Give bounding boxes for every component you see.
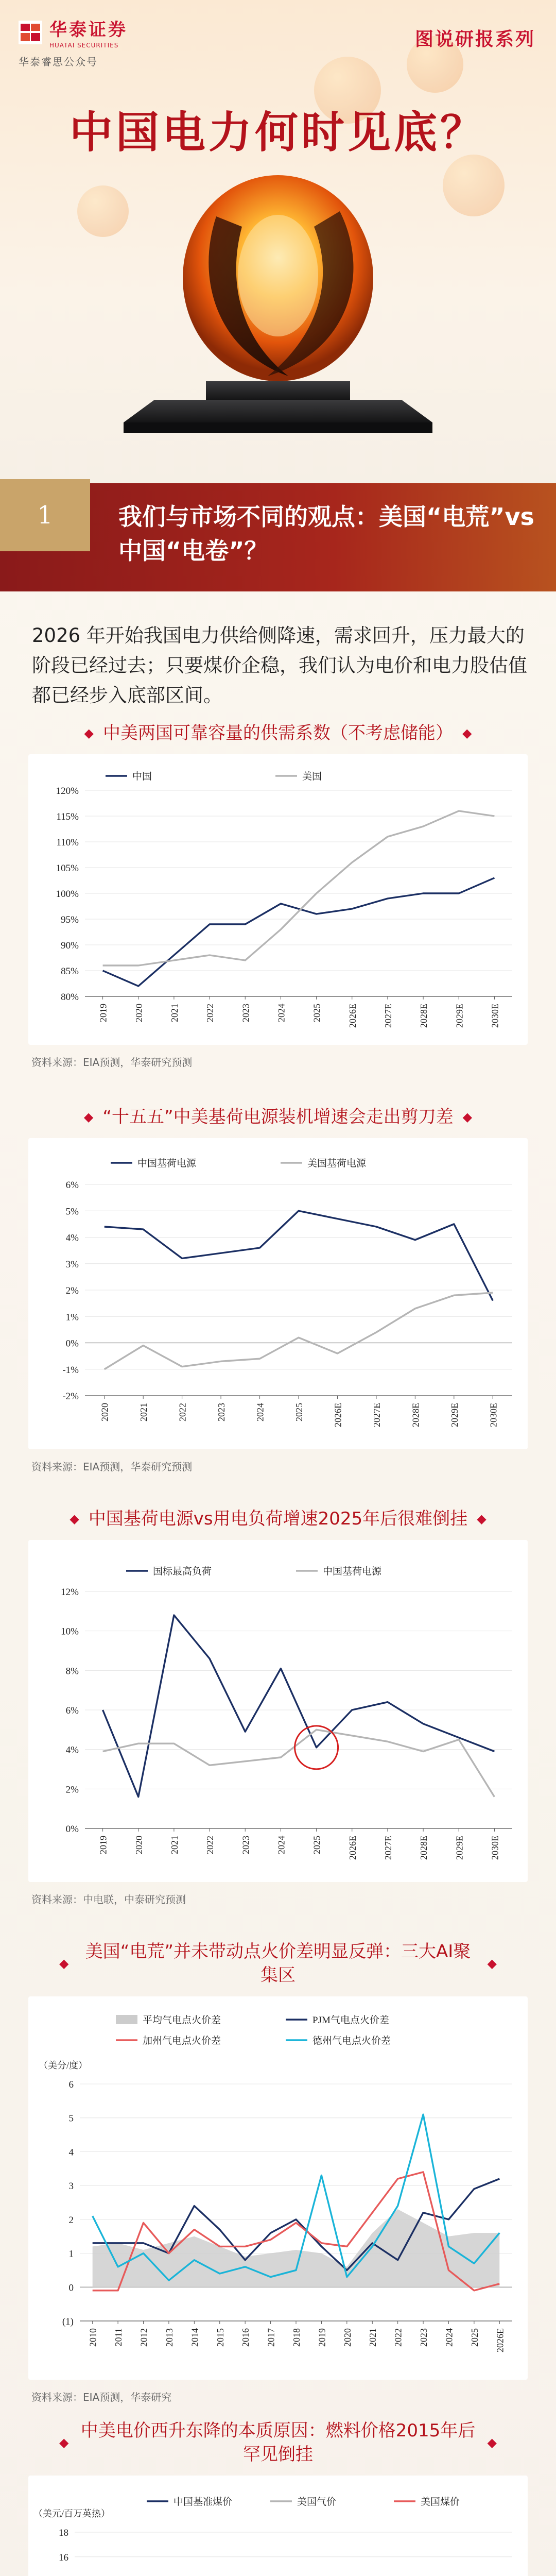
chart-block-2: ◆ “十五五”中美基荷电源装机增速会走出剪刀差 ◆ -2% -1% 0% 1% 2% 3% 4% 5% 6% 2020 2021 2022 2023 2024 2025 2026E 2027E 2028E 2029E 2030E 中国基荷电源 美国基荷电源 资料来源：EIA预测，华泰研究预测 <box>28 1105 528 1473</box>
x-tick-label: 2020 <box>133 1836 144 1854</box>
series-line <box>103 1730 495 1797</box>
x-tick-label: 2023 <box>240 1836 251 1854</box>
y-tick-label: 2% <box>65 1784 79 1795</box>
x-tick-label: 2016 <box>240 2328 251 2347</box>
x-tick-label: 2025 <box>311 1004 322 1022</box>
legend-label: 美国 <box>302 771 322 782</box>
brand-logo <box>19 15 128 49</box>
y-axis-label: （美元/百万英热） <box>33 2509 111 2519</box>
x-tick-label: 2028E <box>419 1004 429 1028</box>
series-line <box>103 878 495 986</box>
x-tick-label: 2022 <box>205 1004 216 1022</box>
x-tick-label: 2021 <box>368 2328 378 2347</box>
x-tick-label: 2024 <box>444 2328 455 2347</box>
chart-block-5: ◆ 中美电价西升东降的本质原因：燃料价格2015年后罕见倒挂 ◆ 16 18 （美元/百万英热） 中国基准煤价 美国气价 美国煤价 <box>28 2419 528 2576</box>
y-tick-label: 5 <box>68 2113 74 2124</box>
y-tick-label: 0 <box>68 2282 74 2294</box>
legend-label: 美国基荷电源 <box>307 1158 367 1169</box>
section-number-box <box>0 479 90 551</box>
x-tick-label: 2023 <box>419 2328 429 2347</box>
series-line <box>103 1615 495 1797</box>
intro-paragraph: 2026 年开始我国电力供给侧降速，需求回升，压力最大的阶段已经过去；只要煤价企稳，我们认为电价和电力股估值都已经步入底部区间。 <box>32 624 527 706</box>
y-tick-label: 12% <box>61 1587 79 1598</box>
y-tick-label: (1) <box>62 2316 74 2327</box>
x-tick-label: 2026E <box>347 1004 358 1028</box>
x-tick-label: 2021 <box>169 1004 180 1022</box>
section-number: 1 <box>37 501 53 530</box>
chart-svg <box>28 754 528 1043</box>
x-tick-label: 2020 <box>342 2328 353 2347</box>
hero-sculpture-illustration <box>0 155 556 464</box>
legend-label: 中国基荷电源 <box>137 1158 197 1169</box>
x-tick-label: 2025 <box>311 1836 322 1854</box>
series-area <box>93 2209 500 2287</box>
x-tick-label: 2021 <box>138 1403 149 1421</box>
huatai-logo-icon <box>19 21 42 44</box>
series-line <box>105 1211 493 1300</box>
chart-source: 资料来源：EIA预测，华泰研究预测 <box>31 1461 193 1473</box>
y-tick-label: 115% <box>56 811 79 822</box>
chart-source: 资料来源：EIA预测，华泰研究 <box>31 2391 172 2403</box>
y-tick-label: 105% <box>56 863 79 874</box>
x-tick-label: 2024 <box>276 1836 287 1854</box>
x-tick-label: 2024 <box>276 1004 287 1022</box>
y-tick-label: 120% <box>56 786 79 796</box>
y-tick-label: 2% <box>65 1285 79 1296</box>
y-tick-label: 4 <box>68 2147 74 2158</box>
chart-box <box>28 1996 528 2380</box>
x-tick-label: 2025 <box>294 1403 304 1421</box>
x-tick-label: 2011 <box>113 2328 124 2347</box>
y-tick-label: 1 <box>68 2248 74 2260</box>
x-tick-label: 2022 <box>205 1836 216 1854</box>
x-tick-label: 2029E <box>454 1004 465 1028</box>
x-tick-label: 2010 <box>88 2328 98 2347</box>
y-tick-label: -2% <box>62 1391 79 1402</box>
y-tick-label: 110% <box>56 837 79 848</box>
x-tick-label: 2026E <box>495 2328 506 2352</box>
chart-svg <box>28 1996 528 2378</box>
y-tick-label: 1% <box>65 1312 79 1323</box>
chart-source: 资料来源：中电联，中泰研究预测 <box>31 1893 186 1906</box>
series-label: 图说研报系列 <box>414 29 535 50</box>
chart-source: 资料来源：EIA预测，华泰研究预测 <box>31 1056 193 1069</box>
y-tick-label: 6% <box>65 1180 79 1191</box>
x-tick-label: 2029E <box>449 1403 460 1427</box>
legend-swatch <box>116 2015 137 2024</box>
series-line <box>103 811 495 965</box>
y-tick-label: 2 <box>68 2214 74 2226</box>
y-tick-label: 100% <box>56 889 79 900</box>
chart-title: 美国“电荒”并未带动点火价差明显反弹：三大AI聚集区 <box>85 1941 471 1986</box>
account-name: 华泰睿思公众号 <box>19 56 98 68</box>
y-tick-label: 4% <box>65 1744 79 1756</box>
chart-block-3: ◆ 中国基荷电源vs用电负荷增速2025年后很难倒挂 ◆ 0% 2% 4% 6% 8% 10% 12% 2019 2020 2021 2022 2023 2024 2025 2026E 2027E 2028E 2029E 2030E 国标最高负荷 中国基荷电源 资料来源：中电联，中泰研究预测 <box>28 1507 528 1906</box>
section-heading <box>0 479 556 598</box>
y-tick-label: -1% <box>62 1364 79 1376</box>
chart-box <box>28 2476 528 2576</box>
y-tick-label: 80% <box>61 992 79 1003</box>
y-tick-label: 3 <box>68 2181 74 2192</box>
y-tick-label: 0% <box>65 1824 79 1835</box>
x-tick-label: 2023 <box>216 1403 227 1421</box>
x-tick-label: 2026E <box>333 1403 343 1427</box>
x-tick-label: 2024 <box>255 1403 266 1421</box>
chart-block-1: ◆ 中美两国可靠容量的供需系数（不考虑储能） ◆ 80% 85% 90% 95% 100% 105% 110% 115% 120% 2019 2020 2021 2022 2023 2024 2025 2026E 2027E 2028E 2029E 2030E 中国 美国 资料来源：EIA预测，华泰研究预测 <box>28 721 528 1069</box>
legend-label: 国标最高负荷 <box>153 1566 212 1577</box>
x-tick-label: 2019 <box>317 2328 327 2347</box>
chart-box <box>28 1138 528 1449</box>
y-tick-label: 90% <box>61 940 79 951</box>
y-tick-label: 10% <box>61 1626 79 1637</box>
x-tick-label: 2017 <box>266 2328 276 2347</box>
y-tick-label: 85% <box>61 966 79 977</box>
x-tick-label: 2026E <box>347 1836 358 1860</box>
brand-name-en: HUATAI SECURITIES <box>49 42 119 49</box>
series-line <box>105 1293 493 1369</box>
chart-title: 中美两国可靠容量的供需系数（不考虑储能） <box>103 723 453 743</box>
y-tick-label: 6% <box>65 1705 79 1716</box>
x-tick-label: 2021 <box>169 1836 180 1854</box>
x-tick-label: 2023 <box>240 1004 251 1022</box>
x-tick-label: 2018 <box>291 2328 302 2347</box>
legend-label: 中国基准煤价 <box>173 2497 233 2507</box>
x-tick-label: 2014 <box>189 2328 200 2347</box>
y-tick-label: 8% <box>65 1666 79 1677</box>
x-tick-label: 2025 <box>469 2328 480 2347</box>
legend-label: 中国基荷电源 <box>323 1566 382 1577</box>
x-tick-label: 2027E <box>383 1836 393 1860</box>
legend-label: 美国煤价 <box>421 2497 460 2507</box>
chart-box <box>28 754 528 1045</box>
section-title: 我们与市场不同的观点：美国“电荒”vs中国“电卷”？ <box>118 503 534 565</box>
x-tick-label: 2019 <box>98 1836 109 1854</box>
legend-label: 加州气电点火价差 <box>143 2036 221 2046</box>
legend-label: 美国气价 <box>297 2497 337 2507</box>
y-tick-label: 6 <box>68 2079 74 2090</box>
chart-title: 中美电价西升东降的本质原因：燃料价格2015年后罕见倒挂 <box>80 2420 476 2465</box>
x-tick-label: 2027E <box>383 1004 393 1028</box>
chart-box <box>28 1540 528 1882</box>
x-tick-label: 2020 <box>133 1004 144 1022</box>
x-tick-label: 2022 <box>177 1403 188 1421</box>
x-tick-label: 2013 <box>164 2328 175 2347</box>
y-tick-label: 16 <box>59 2552 68 2563</box>
x-tick-label: 2027E <box>371 1403 382 1427</box>
x-tick-label: 2030E <box>488 1403 499 1427</box>
y-tick-label: 95% <box>61 914 79 925</box>
y-tick-label: 5% <box>65 1206 79 1217</box>
y-tick-label: 18 <box>59 2528 68 2538</box>
x-tick-label: 2019 <box>98 1004 109 1022</box>
x-tick-label: 2028E <box>410 1403 421 1427</box>
brand-name-cn: 华泰证券 <box>49 20 128 40</box>
header-banner <box>0 0 556 536</box>
x-tick-label: 2028E <box>419 1836 429 1860</box>
legend-label: 平均气电点火价差 <box>143 2015 221 2026</box>
y-tick-label: 3% <box>65 1259 79 1270</box>
x-tick-label: 2030E <box>490 1836 500 1860</box>
chart-svg <box>28 2476 528 2576</box>
x-tick-label: 2012 <box>138 2328 149 2347</box>
y-tick-label: 4% <box>65 1232 79 1244</box>
x-tick-label: 2022 <box>393 2328 404 2347</box>
chart-svg <box>28 1540 528 1880</box>
chart-title: “十五五”中美基荷电源装机增速会走出剪刀差 <box>102 1107 454 1127</box>
page-title: 中国电力何时见底？ <box>69 107 486 158</box>
legend-label: 中国 <box>132 771 152 782</box>
chart-title: 中国基荷电源vs用电负荷增速2025年后很难倒挂 <box>88 1509 468 1529</box>
x-tick-label: 2030E <box>490 1004 500 1028</box>
y-axis-label: （美分/度） <box>39 2060 88 2071</box>
chart-block-4: ◆ 美国“电荒”并未带动点火价差明显反弹：三大AI聚集区 ◆ (1) 0 1 2 3 4 5 6 （美分/度） 2010 2011 2012 2013 2014 2015 2016 2017 2018 2019 2020 2021 2022 2023 2024 2025 2026E 平均气电点火价差 PJM气电点火价差 加州气电点火价差 德州气电点火价差 资料来源：EIA预测，华泰研究 <box>28 1940 528 2404</box>
chart-svg <box>28 1138 528 1447</box>
y-tick-label: 0% <box>65 1338 79 1349</box>
x-tick-label: 2020 <box>99 1403 110 1421</box>
legend-label: PJM气电点火价差 <box>312 2015 389 2026</box>
x-tick-label: 2029E <box>454 1836 465 1860</box>
legend-label: 德州气电点火价差 <box>312 2036 391 2046</box>
x-tick-label: 2015 <box>215 2328 225 2347</box>
